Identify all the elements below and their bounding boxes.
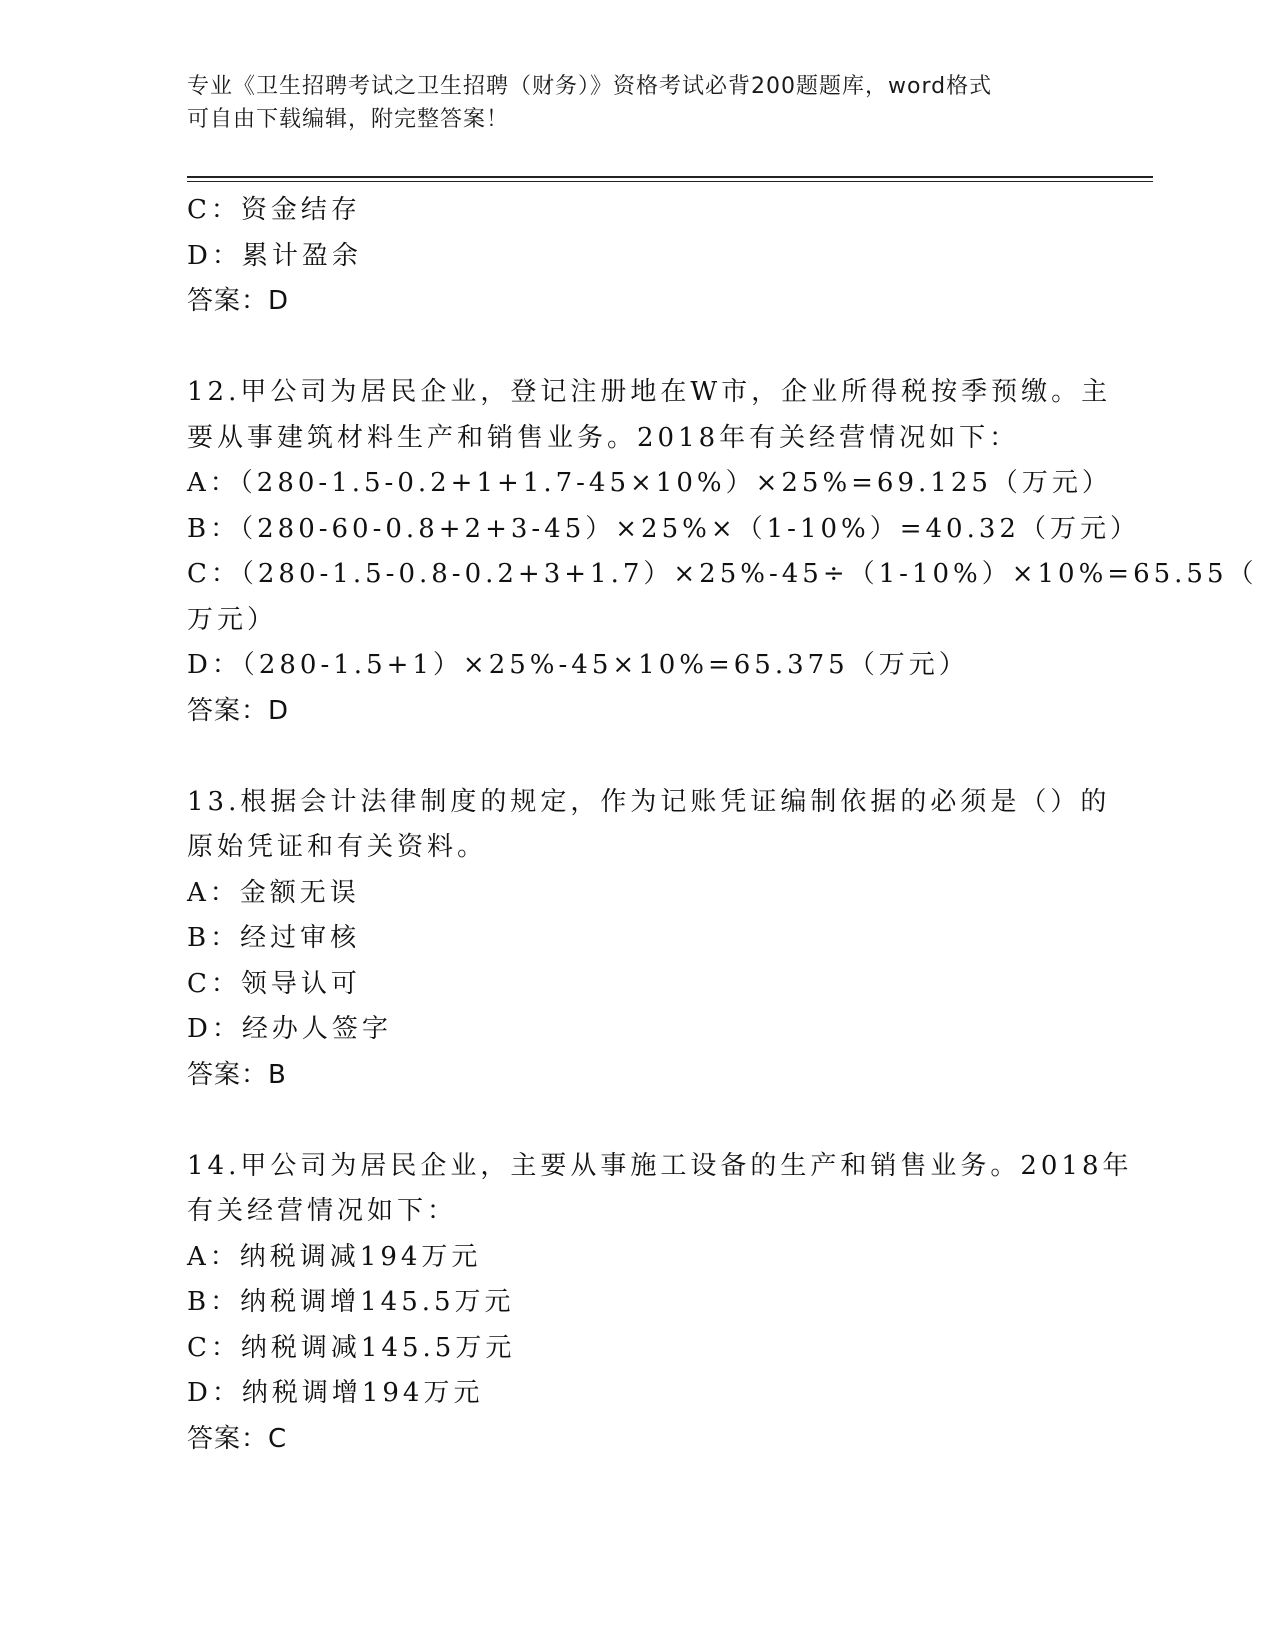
option-d: D：（280-1.5+1）×25%-45×10%=65.375（万元） [187,650,969,680]
question-13 [187,780,1111,1099]
document-body [187,188,1258,1462]
spacer [187,734,1087,780]
question-stem: 14.甲公司为居民企业，主要从事施工设备的生产和销售业务。2018年 [187,1150,1133,1181]
option-b: B：（280-60-0.8+2+3-45）×25%×（1-10%）=40.32（万元） [187,513,1140,544]
header-line-1: 专业《卫生招聘考试之卫生招聘（财务）》资格考试必背200题题库，word格式 [187,74,993,99]
answer-line: 答案：D [187,695,290,726]
spacer [187,1098,1087,1144]
option-c: C：（280-1.5-0.8-0.2+3+1.7）×25%-45÷（1-10%）×10%=65.55（ [187,559,1258,589]
question-stem: 13.根据会计法律制度的规定，作为记账凭证编制依据的必须是（）的 [187,786,1111,817]
option-d: D：纳税调增194万元 [187,1378,484,1408]
option-d: D：经办人签字 [187,1014,392,1044]
header-line-2: 可自由下载编辑，附完整答案！ [187,107,510,132]
option-a: A：金额无误 [187,877,360,908]
previous-question-tail [187,188,1087,325]
answer-line: 答案：D [187,286,290,316]
option-a: A：纳税调减194万元 [187,1241,482,1272]
page-header [187,70,1087,136]
option-b: B：纳税调增145.5万元 [187,1287,515,1317]
option-c: C：资金结存 [187,195,361,225]
header-divider [187,176,1153,182]
question-stem-continued: 要从事建筑材料生产和销售业务。2018年有关经营情况如下： [187,422,1020,453]
option-c: C：纳税调减145.5万元 [187,1332,516,1363]
answer-line: 答案：B [187,1059,287,1090]
question-stem-continued: 有关经营情况如下： [187,1196,458,1226]
question-14 [187,1144,1133,1463]
answer-line: 答案：C [187,1423,288,1454]
option-d: D：累计盈余 [187,240,362,271]
question-12 [187,370,1258,734]
question-stem: 12.甲公司为居民企业，登记注册地在W市，企业所得税按季预缴。主 [187,377,1112,407]
option-b: B：经过审核 [187,923,361,953]
option-c: C：领导认可 [187,968,361,999]
option-a: A：（280-1.5-0.2+1+1.7-45×10%）×25%=69.125（万元） [187,468,1112,498]
option-c-continued: 万元） [187,604,278,635]
spacer [187,325,1087,371]
question-stem-continued: 原始凭证和有关资料。 [187,832,488,862]
